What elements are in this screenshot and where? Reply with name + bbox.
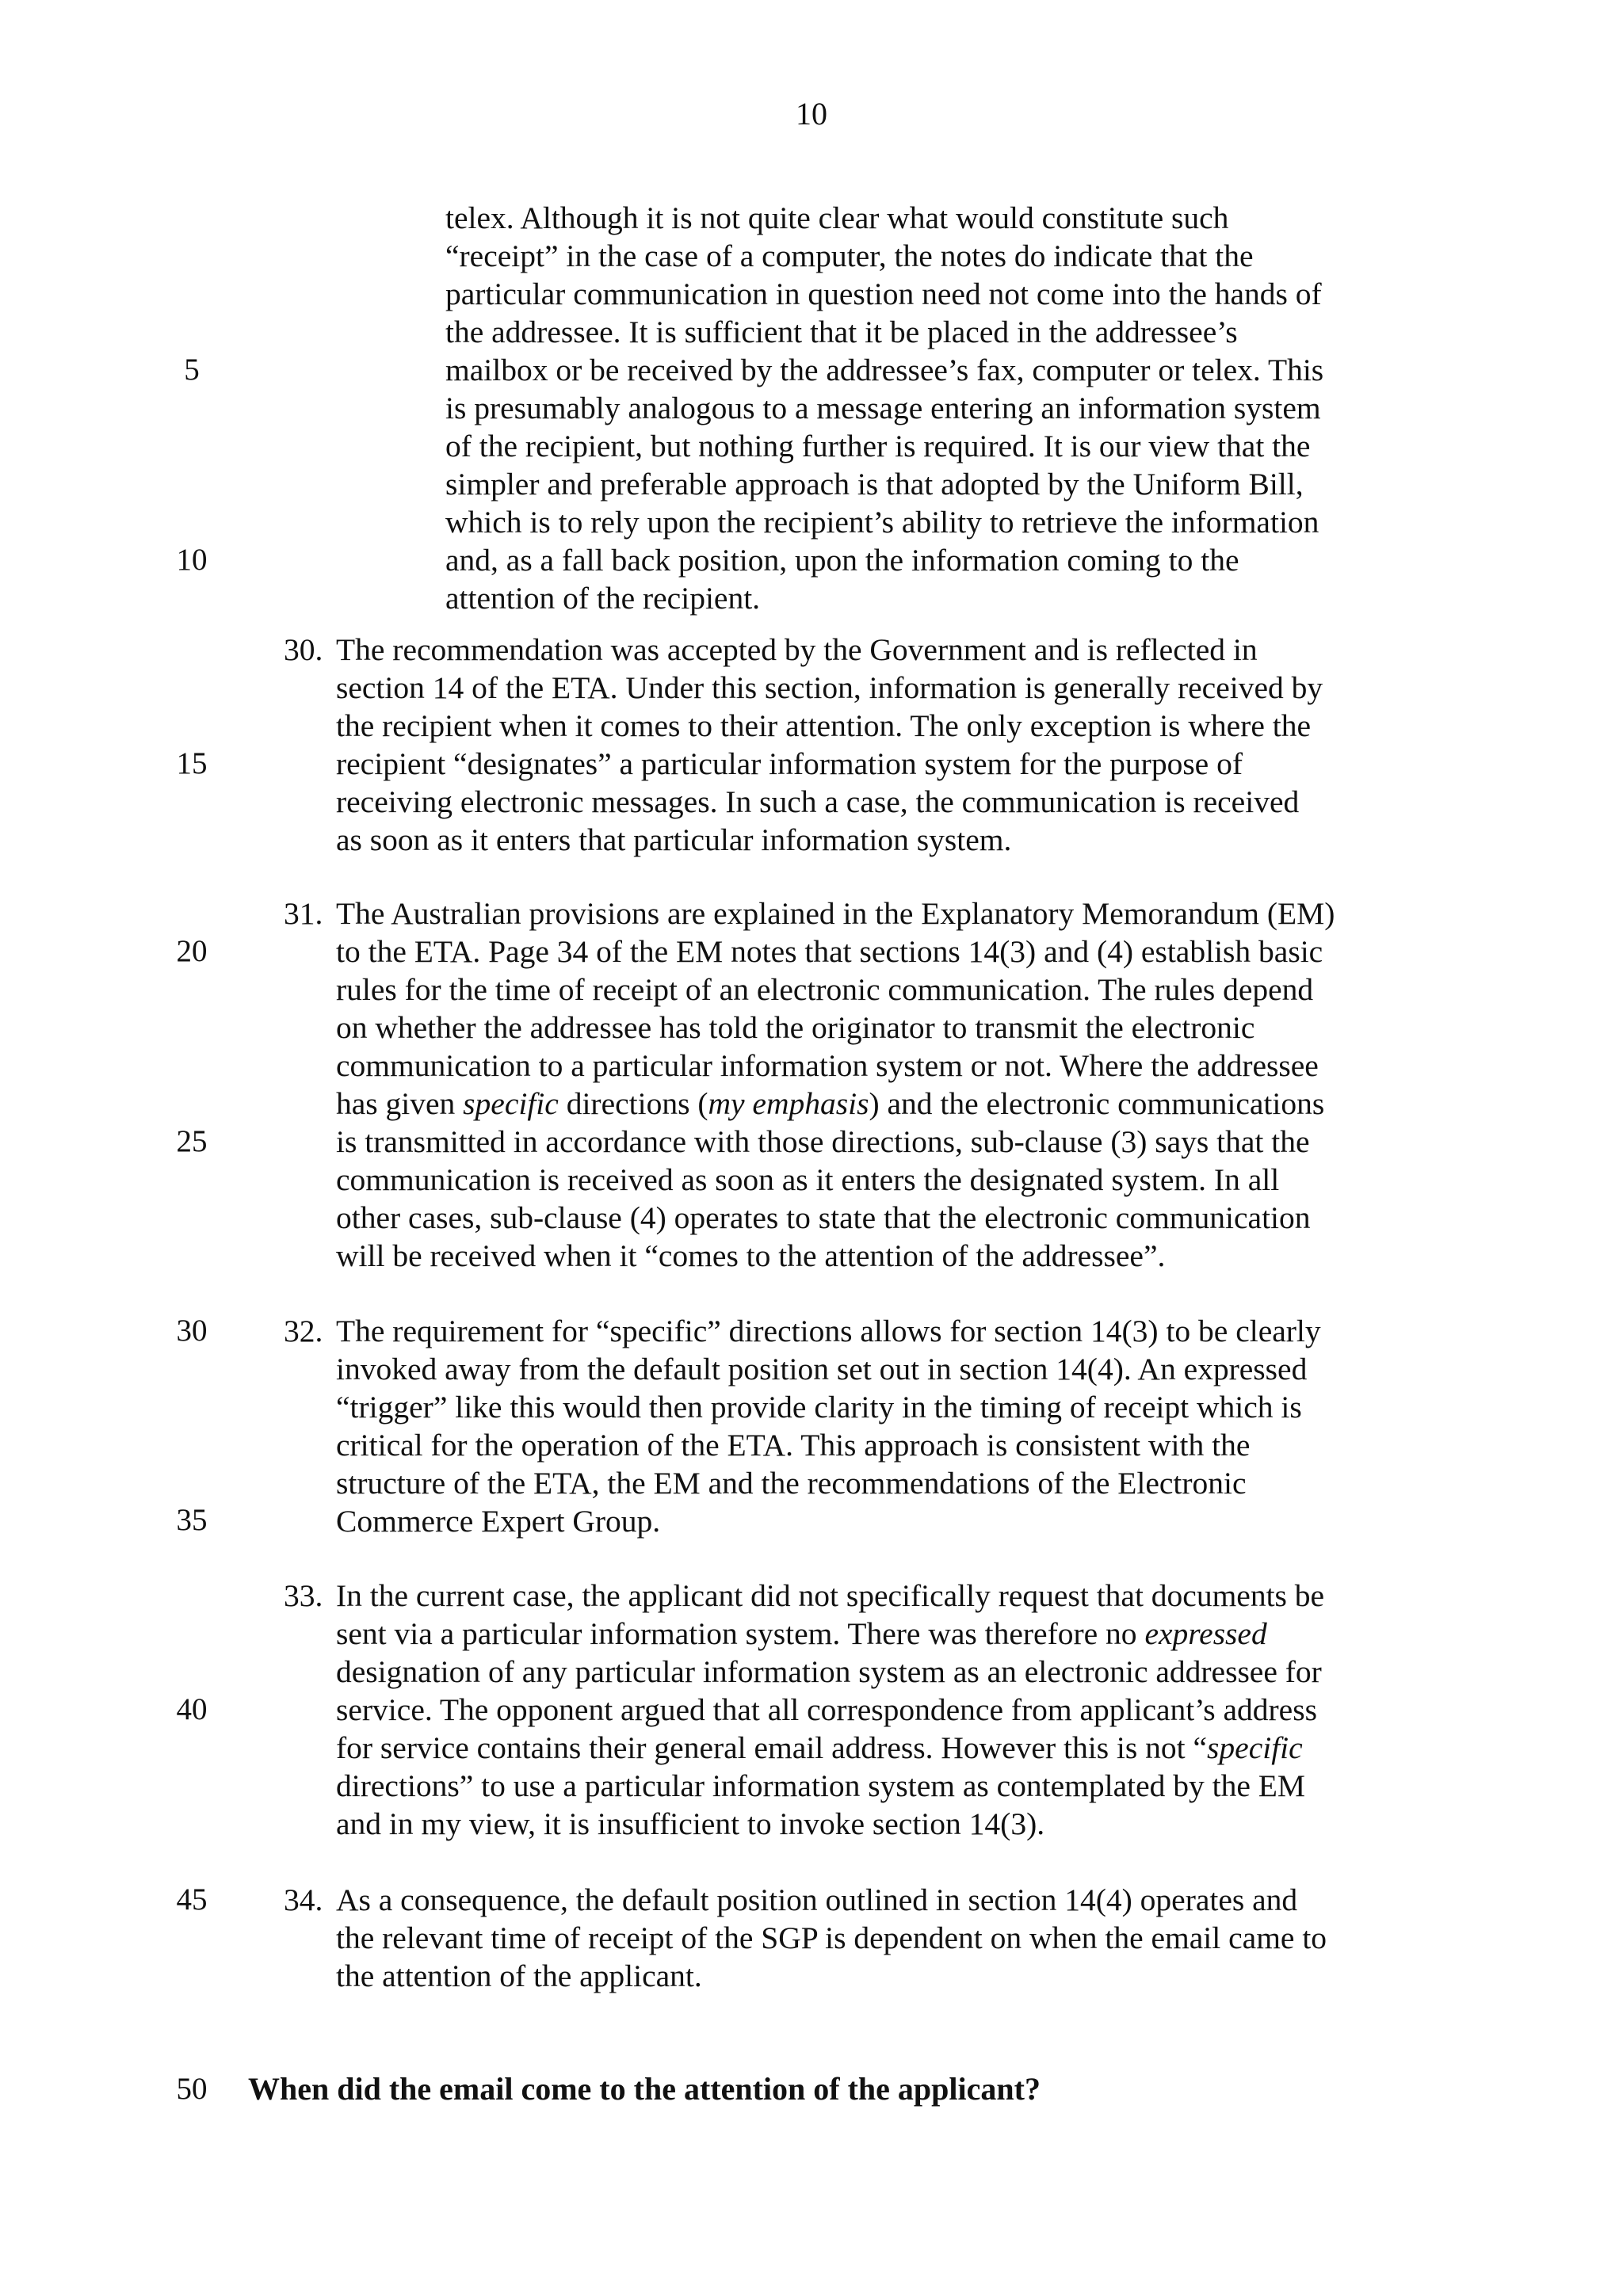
line-number: 25 xyxy=(176,1124,208,1158)
quote-line: and, as a fall back position, upon the information coming to the xyxy=(445,543,1239,578)
line-number: 5 xyxy=(184,353,200,387)
paragraph-line xyxy=(336,1085,1393,1123)
paragraph-line: communication is received as soon as it enters the designated system. In all xyxy=(336,1162,1280,1197)
paragraph-number: 32. xyxy=(284,1314,323,1348)
paragraph-line: designation of any particular information system as an electronic addressee for xyxy=(336,1654,1322,1689)
paragraph-line: Commerce Expert Group. xyxy=(336,1504,661,1539)
paragraph-line: communication to a particular information system or not. Where the addressee xyxy=(336,1048,1319,1083)
paragraph-line: the attention of the applicant. xyxy=(336,1958,702,1993)
paragraph-line: section 14 of the ETA. Under this section, information is generally received by xyxy=(336,670,1323,705)
text-run: for service contains their general email address. However this is not “ xyxy=(336,1730,1208,1765)
paragraph-line xyxy=(336,1615,1393,1653)
quote-line: of the recipient, but nothing further is required. It is our view that the xyxy=(445,429,1311,463)
paragraph-line: The requirement for “specific” directions allows for section 14(3) to be clearly xyxy=(336,1314,1321,1348)
paragraph-line: to the ETA. Page 34 of the EM notes that sections 14(3) and (4) establish basic xyxy=(336,934,1323,969)
paragraph-line: as soon as it enters that particular information system. xyxy=(336,822,1012,857)
paragraph-line: In the current case, the applicant did not specifically request that documents be xyxy=(336,1578,1325,1613)
paragraph-34 xyxy=(284,1881,1393,1995)
section-heading: When did the email come to the attention of the applicant? xyxy=(248,2071,1041,2107)
paragraph-line: the recipient when it comes to their attention. The only exception is where the xyxy=(336,708,1311,743)
paragraph-number: 33. xyxy=(284,1578,323,1613)
paragraph-31 xyxy=(284,894,1393,1275)
paragraph-line: invoked away from the default position set out in section 14(4). An expressed xyxy=(336,1352,1308,1386)
quote-line: simpler and preferable approach is that adopted by the Uniform Bill, xyxy=(445,467,1304,502)
paragraph-line: The Australian provisions are explained in the Explanatory Memorandum (EM) xyxy=(336,896,1335,931)
paragraph-line: As a consequence, the default position outlined in section 14(4) operates and xyxy=(336,1882,1298,1917)
paragraph-number: 30. xyxy=(284,632,323,667)
line-number: 10 xyxy=(176,543,208,577)
paragraph-line: The recommendation was accepted by the Government and is reflected in xyxy=(336,632,1258,667)
paragraph-32 xyxy=(284,1312,1393,1540)
paragraph-30 xyxy=(284,631,1393,859)
quote-line: telex. Although it is not quite clear what would constitute such xyxy=(445,200,1229,235)
paragraph-line xyxy=(336,1729,1393,1767)
paragraph-line: directions” to use a particular information system as contemplated by the EM xyxy=(336,1768,1306,1803)
paragraph-line: other cases, sub-clause (4) operates to state that the electronic communication xyxy=(336,1200,1311,1235)
paragraph-line: rules for the time of receipt of an electronic communication. The rules depend xyxy=(336,972,1314,1007)
line-number: 30 xyxy=(176,1314,208,1348)
line-number: 45 xyxy=(176,1882,208,1917)
line-number: 15 xyxy=(176,746,208,780)
text-run: sent via a particular information system. There was therefore no xyxy=(336,1616,1145,1651)
page-number: 10 xyxy=(796,96,827,132)
quote-line: is presumably analogous to a message entering an information system xyxy=(445,391,1321,425)
paragraph-line: recipient “designates” a particular information system for the purpose of xyxy=(336,746,1243,781)
block-quote xyxy=(445,199,1396,617)
text-run: directions ( xyxy=(558,1086,708,1121)
paragraph-number: 34. xyxy=(284,1882,323,1917)
quote-line: attention of the recipient. xyxy=(445,581,761,616)
paragraph-33 xyxy=(284,1577,1393,1843)
paragraph-line: critical for the operation of the ETA. This approach is consistent with the xyxy=(336,1428,1251,1463)
paragraph-number: 31. xyxy=(284,896,323,931)
quote-line: particular communication in question need not come into the hands of xyxy=(445,277,1322,311)
text-run: ) and the electronic communications xyxy=(869,1086,1325,1121)
paragraph-line: “trigger” like this would then provide clarity in the timing of receipt which is xyxy=(336,1390,1302,1425)
emphasis-text: expressed xyxy=(1144,1616,1267,1651)
emphasis-text: my emphasis xyxy=(708,1086,869,1121)
paragraph-line: is transmitted in accordance with those directions, sub-clause (3) says that the xyxy=(336,1124,1310,1159)
text-run: has given xyxy=(336,1086,464,1121)
paragraph-line: the relevant time of receipt of the SGP is dependent on when the email came to xyxy=(336,1920,1327,1955)
line-number: 40 xyxy=(176,1692,208,1726)
quote-line: which is to rely upon the recipient’s ability to retrieve the information xyxy=(445,505,1319,540)
emphasis-text: specific xyxy=(1207,1730,1303,1765)
quote-line: mailbox or be received by the addressee’s fax, computer or telex. This xyxy=(445,353,1324,387)
paragraph-line: and in my view, it is insufficient to invoke section 14(3). xyxy=(336,1806,1045,1841)
line-number: 20 xyxy=(176,934,208,968)
emphasis-text: specific xyxy=(463,1086,559,1121)
quote-line: “receipt” in the case of a computer, the notes do indicate that the xyxy=(445,238,1254,273)
line-number: 35 xyxy=(176,1503,208,1537)
paragraph-line: service. The opponent argued that all correspondence from applicant’s address xyxy=(336,1692,1317,1727)
line-number: 50 xyxy=(176,2072,208,2106)
paragraph-line: on whether the addressee has told the originator to transmit the electronic xyxy=(336,1010,1255,1045)
quote-line: the addressee. It is sufficient that it be placed in the addressee’s xyxy=(445,315,1238,349)
paragraph-line: will be received when it “comes to the attention of the addressee”. xyxy=(336,1238,1166,1273)
paragraph-line: receiving electronic messages. In such a case, the communication is received xyxy=(336,784,1300,819)
paragraph-line: structure of the ETA, the EM and the recommendations of the Electronic xyxy=(336,1466,1247,1501)
